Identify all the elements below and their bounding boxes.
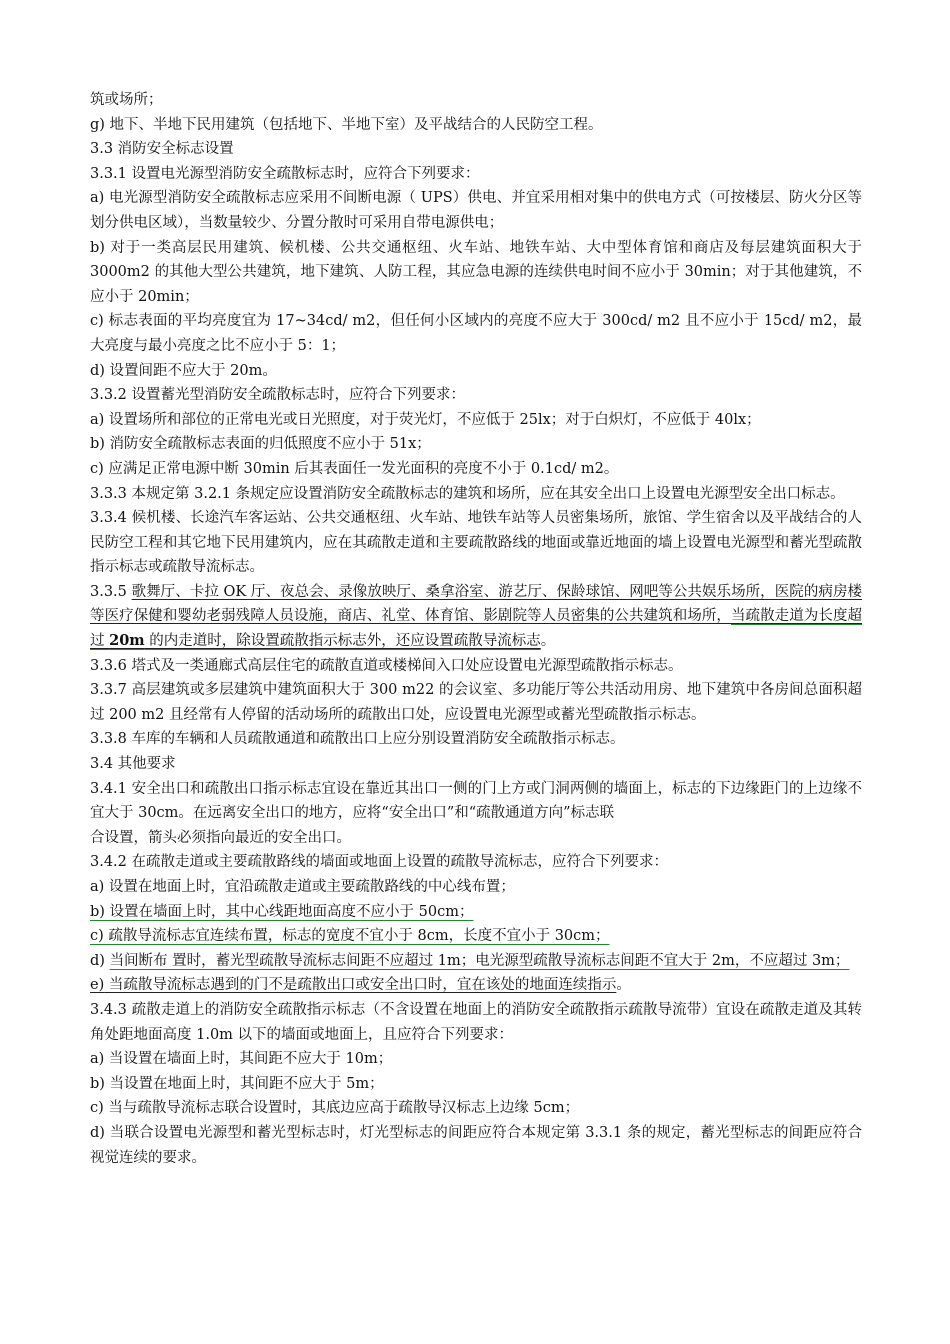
underlined-text-part: 歌舞厅、卡拉 OK 厅、夜总会、录像放映厅、桑拿浴室、游艺厅、保龄球馆、网吧等公共娱乐场所，医院的病房楼等医疗保健和婴幼老弱残障人员设施，商店、礼堂、体育馆、影剧院等人员密集的公共建筑和场所， <box>90 583 862 625</box>
paragraph: 3.4.3 疏散走道上的消防安全疏散指示标志（不含设置在地面上的消防安全疏散指示疏散导流带）宜设在疏散走道及其转角处距地面高度 1.0m 以下的墙面或地面上，且应符合下列要求： <box>90 1001 862 1043</box>
clause-number: 3.3.5 <box>90 583 132 600</box>
text-part: 当疏散走道为长度超过 <box>90 608 863 650</box>
document-page <box>90 88 862 1170</box>
paragraph: a) 设置在地面上时，宜沿疏散走道或主要疏散路线的中心线布置； <box>90 879 515 895</box>
text-part: 的内走道时，除设置疏散指示标志外，还应设置疏散导流标志 <box>144 633 541 650</box>
paragraph: c) 标志表面的平均亮度宜为 17~34cd/ m2，但任何小区域内的亮度不应大于 300cd/ m2 且不应小于 15cd/ m2，最大亮度与最小亮度之比不应小于 5：1； <box>90 313 862 354</box>
underlined-text: e) <box>90 977 105 994</box>
paragraph: 3.3.3 本规定第 3.2.1 条规定应设置消防安全疏散标志的建筑和场所，应在其安全出口上设置电光源型安全出口标志。 <box>90 485 845 502</box>
paragraph: 3.3.4 候机楼、长途汽车客运站、公共交通枢纽、火车站、地铁车站等人员密集场所，旅馆、学生宿舍以及平战结合的人民防空工程和其它地下民用建筑内，应在其疏散走道和主要疏散路线的地面或靠近地面的墙上设置电光源型和蓄光型疏散指示标志或疏散导流标志。 <box>90 510 862 576</box>
paragraph: c) 应满足正常电源中断 30min 后其表面任一发光面积的亮度不小于 0.1cd/ m2。 <box>90 460 619 477</box>
section-heading: 3.4 其他要求 <box>90 756 176 773</box>
paragraph: 3.3.8 车库的车辆和人员疏散通道和疏散出口上应分别设置消防安全疏散指示标志。 <box>90 731 625 748</box>
period: 。 <box>616 977 631 994</box>
paragraph: g) 地下、半地下民用建筑（包括地下、半地下室）及平战结合的人民防空工程。 <box>90 116 603 133</box>
green-underlined-text: b) 设置在墙面上时，其中心线距地面高度不应小于 50cm； <box>90 903 474 920</box>
paragraph: a) 当设置在墙面上时，其间距不应大于 10m； <box>90 1051 393 1068</box>
paragraph: b) 对于一类高层民用建筑、候机楼、公共交通枢纽、火车站、地铁车站、大中型体育馆和商店及每层建筑面积大于 3000m2 的其他大型公共建筑，地下建筑、人防工程，其应急电源的连续供电时间不应小于 30min；对于其他建筑，不应小于 20min； <box>90 239 862 305</box>
paragraph: 3.4.1 安全出口和疏散出口指示标志宜设在靠近其出口一侧的门上方或门洞两侧的墙面上，标志的下边缘距门的上边缘不宜大于 30cm。在远离安全出口的地方，应将“安全出口”和“疏散通道方向”标志联 <box>90 780 862 822</box>
paragraph-underlined-c <box>90 924 862 949</box>
paragraph: 3.4.2 在疏散走道或主要疏散路线的墙面或地面上设置的疏散导流标志，应符合下列要求： <box>90 854 668 871</box>
paragraph-underlined-d <box>90 949 862 974</box>
paragraph: 筑或场所； <box>90 92 163 108</box>
paragraph: a) 电光源型消防安全疏散标志应采用不间断电源（ UPS）供电、并宜采用相对集中的供电方式（可按楼层、防火分区等划分供电区域），当数量较少、分置分散时可采用自带电源供电； <box>90 190 862 231</box>
section-heading: 3.3 消防安全标志设置 <box>90 141 234 158</box>
paragraph: 3.3.6 塔式及一类通廊式高层住宅的疏散直道或楼梯间入口处应设置电光源型疏散指示标志。 <box>90 657 683 674</box>
paragraph: b) 当设置在地面上时，其间距不应大于 5m； <box>90 1075 384 1092</box>
paragraph-3-3-5 <box>90 580 862 654</box>
text-part: d) <box>90 952 110 969</box>
paragraph: 合设置，箭头必须指向最近的安全出口。 <box>90 829 351 846</box>
paragraph: b) 消防安全疏散标志表面的归低照度不应小于 51x； <box>90 436 431 453</box>
paragraph-underlined-e <box>90 973 862 998</box>
bold-text: 20m <box>109 632 145 650</box>
paragraph: d) 当联合设置电光源型和蓄光型标志时，灯光型标志的间距应符合本规定第 3.3.1 条的规定，蓄光型标志的间距应符合视觉连续的要求。 <box>90 1124 862 1166</box>
paragraph: c) 当与疏散导流标志联合设置时，其底边应高于疏散导汉标志上边缘 5cm； <box>90 1100 580 1117</box>
paragraph: 3.3.2 设置蓄光型消防安全疏散标志时，应符合下列要求： <box>90 387 466 404</box>
underlined-text: 当疏散导流标志遇到的门不是疏散出口或安全出口时，宜在该处的地面连续指示 <box>104 977 617 994</box>
paragraph-underlined-b <box>90 900 862 925</box>
paragraph: a) 设置场所和部位的正常电光或日光照度，对于荧光灯，不应低于 25lx；对于白炽灯，不应低于 40lx； <box>90 411 761 428</box>
period: 。 <box>540 633 556 650</box>
paragraph: 3.3.1 设置电光源型消防安全疏散标志时，应符合下列要求： <box>90 165 480 182</box>
green-underlined-text: 当间断布 置时，蓄光型疏散导流标志间距不应超过 1m；电光源型疏散导流标志间距不宜大于 2m，不应超过 3m； <box>109 952 850 969</box>
green-underlined-text: c) 疏散导流标志宜连续布置，标志的宽度不宜小于 8cm，长度不宜小于 30cm； <box>90 928 610 945</box>
paragraph: d) 设置间距不应大于 20m。 <box>90 362 277 379</box>
paragraph: 3.3.7 高层建筑或多层建筑中建筑面积大于 300 m22 的会议室、多功能厅等公共活动用房、地下建筑中各房间总面积超过 200 m2 且经常有人停留的活动场所的疏散出口处，应设置电光源型或蓄光型疏散指示标志。 <box>90 682 862 723</box>
underlined-text <box>90 584 862 649</box>
